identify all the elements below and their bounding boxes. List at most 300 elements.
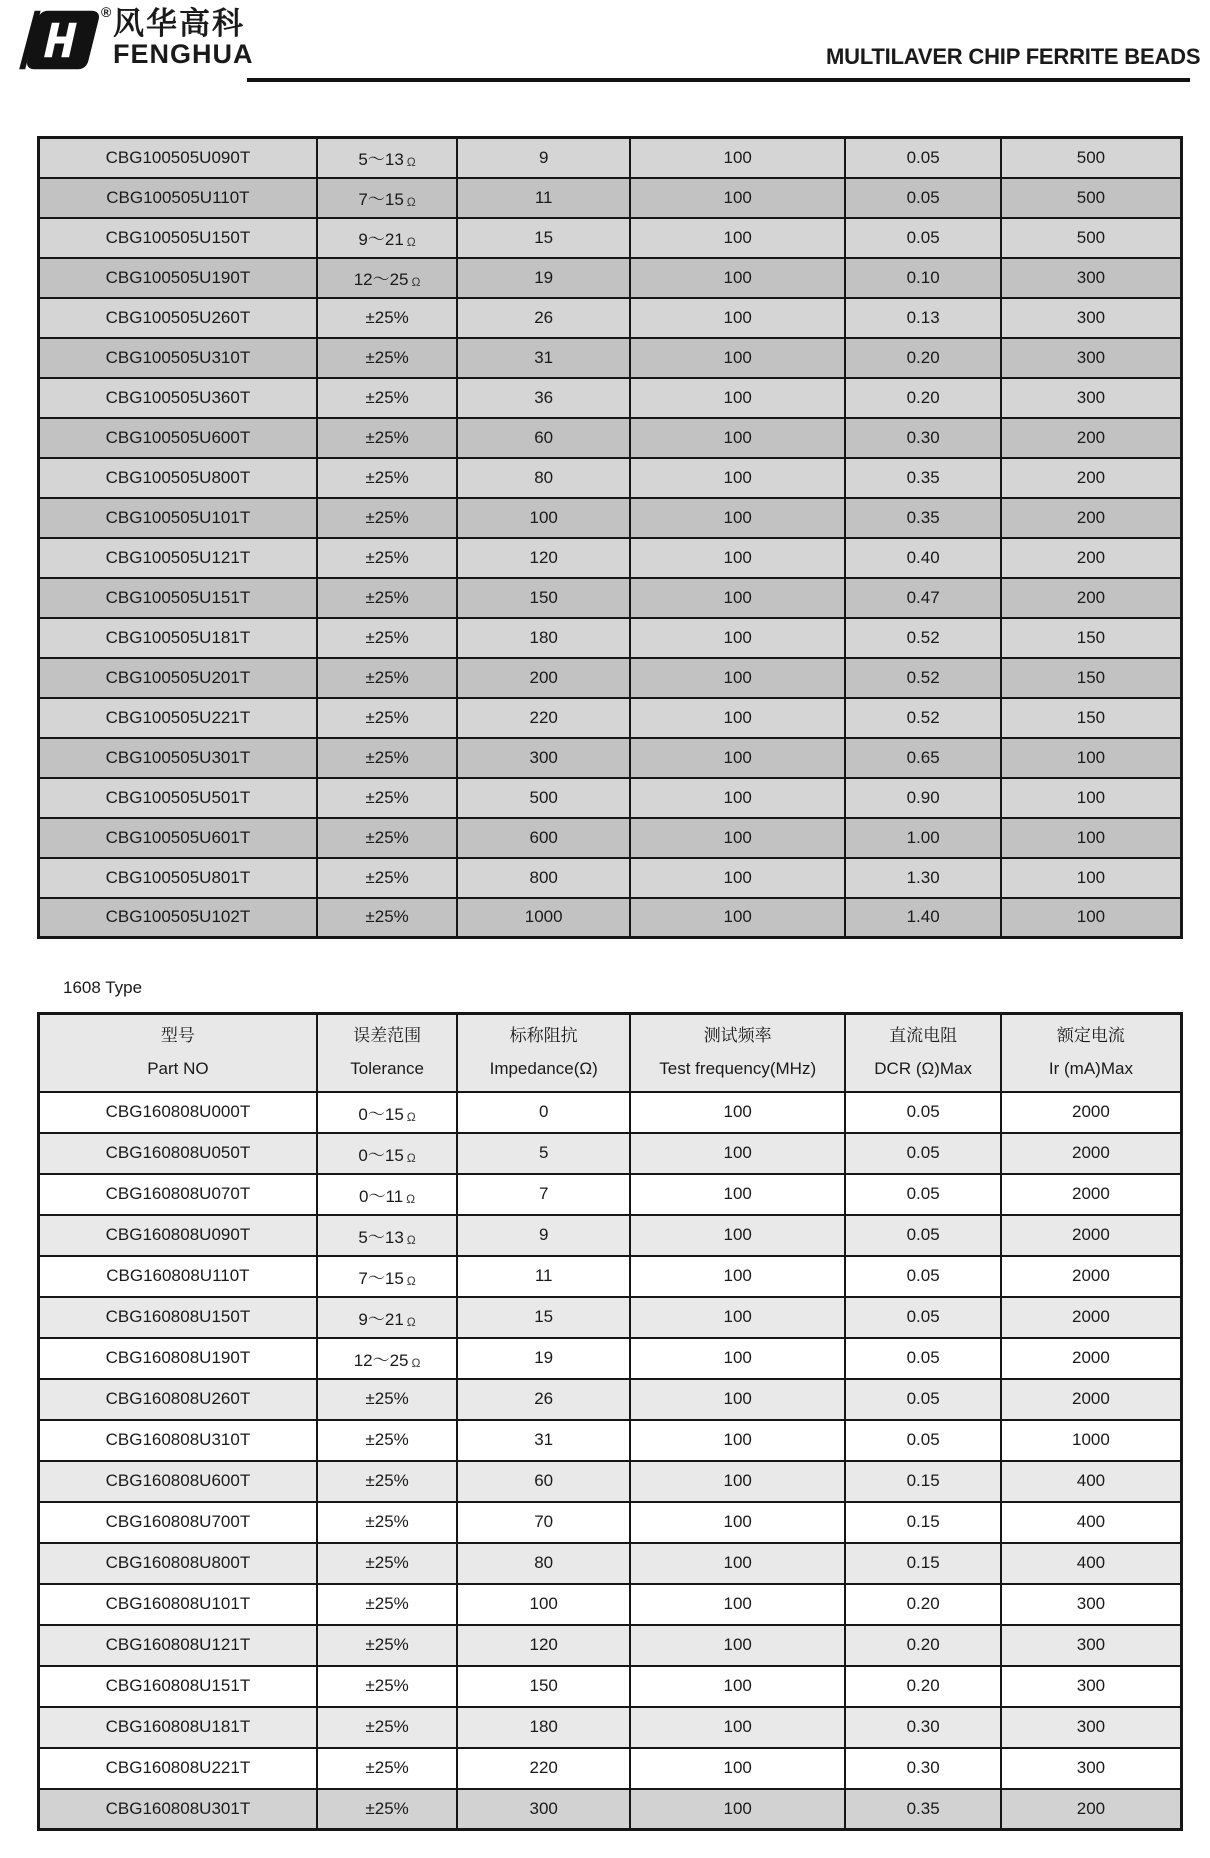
dcr-cell (845, 1338, 1000, 1379)
tolerance-cell (317, 1666, 458, 1707)
ohm-unit: Ω (406, 1191, 416, 1206)
part-no-cell-value: CBG160808U090T (105, 1225, 251, 1244)
dcr-cell (845, 538, 1000, 578)
dcr-cell (845, 698, 1000, 738)
part-no-cell (39, 538, 317, 578)
part-no-cell-value: CBG100505U301T (105, 747, 251, 767)
impedance-cell (457, 898, 630, 938)
tolerance-cell (317, 1461, 458, 1502)
dcr-cell-value: 0.15 (906, 1553, 940, 1572)
part-no-cell (39, 1543, 317, 1584)
column-header (39, 1014, 317, 1092)
test-frequency-cell (630, 658, 845, 698)
part-no-cell-value: CBG100505U601T (105, 827, 251, 847)
ohm-unit: Ω (406, 1273, 416, 1288)
test-frequency-cell-value: 100 (723, 907, 752, 927)
test-frequency-cell-value: 100 (723, 827, 752, 847)
tolerance-cell (317, 578, 458, 618)
impedance-cell (457, 1789, 630, 1830)
tolerance-cell (317, 778, 458, 818)
rated-current-cell-value: 300 (1076, 1594, 1106, 1613)
dcr-cell (845, 378, 1000, 418)
test-frequency-cell (630, 1215, 845, 1256)
rated-current-cell (1001, 1789, 1182, 1830)
impedance-cell (457, 658, 630, 698)
rated-current-cell (1001, 1666, 1182, 1707)
column-header-en: Part NO (147, 1059, 209, 1079)
rated-current-cell-value: 150 (1076, 627, 1106, 647)
ohm-unit: Ω (406, 1150, 416, 1165)
dcr-cell-value: 0.35 (906, 507, 940, 527)
test-frequency-cell (630, 538, 845, 578)
rated-current-cell-value: 100 (1076, 787, 1106, 807)
part-no-cell (39, 258, 317, 298)
tolerance-cell-value: 9～21 (358, 230, 404, 249)
rated-current-cell (1001, 1461, 1182, 1502)
impedance-cell (457, 1256, 630, 1297)
table-row (39, 1174, 1182, 1215)
test-frequency-cell-value: 100 (723, 467, 752, 487)
rated-current-cell (1001, 378, 1182, 418)
dcr-cell-value: 0.15 (906, 1471, 940, 1490)
dcr-cell-value: 0.30 (906, 1758, 940, 1777)
part-no-cell-value: CBG100505U360T (105, 387, 251, 407)
impedance-cell-value: 31 (534, 347, 554, 367)
tolerance-cell (317, 658, 458, 698)
tolerance-cell-value: ±25% (365, 427, 409, 447)
part-no-cell (39, 1379, 317, 1420)
part-no-cell-value: CBG160808U050T (105, 1143, 251, 1162)
dcr-cell-value: 0.05 (906, 1348, 940, 1367)
impedance-cell (457, 1174, 630, 1215)
dcr-cell (845, 1707, 1000, 1748)
impedance-cell (457, 1338, 630, 1379)
impedance-cell-value: 60 (534, 427, 554, 447)
rated-current-cell (1001, 1092, 1182, 1133)
dcr-cell (845, 1174, 1000, 1215)
part-no-cell-value: CBG100505U121T (105, 547, 251, 567)
test-frequency-cell-value: 100 (723, 267, 752, 287)
tolerance-cell-value: ±25% (365, 747, 409, 767)
tolerance-cell (317, 1379, 458, 1420)
tolerance-cell (317, 1584, 458, 1625)
part-no-cell (39, 218, 317, 258)
dcr-cell-value: 0.52 (906, 627, 940, 647)
doc-title: MULTILAVER CHIP FERRITE BEADS (826, 44, 1201, 69)
impedance-cell-value: 800 (529, 867, 558, 887)
rated-current-cell (1001, 1707, 1182, 1748)
tolerance-cell (317, 338, 458, 378)
part-no-cell (39, 1338, 317, 1379)
tolerance-cell-value: 5～13 (358, 1227, 404, 1247)
test-frequency-cell-value: 100 (723, 627, 752, 647)
test-frequency-cell-value: 100 (723, 1389, 752, 1408)
impedance-cell (457, 178, 630, 218)
dcr-cell (845, 138, 1000, 178)
tolerance-cell (317, 1543, 458, 1584)
impedance-cell-value: 15 (534, 1307, 554, 1326)
rated-current-cell-value: 500 (1076, 227, 1106, 247)
tolerance-cell-value: ±25% (365, 307, 409, 327)
dcr-cell-value: 0.05 (906, 1102, 940, 1121)
column-header-cn: 额定电流 (1056, 1025, 1125, 1045)
column-header-en: DCR (Ω)Max (874, 1059, 972, 1079)
tolerance-cell-value: ±25% (365, 1676, 409, 1695)
test-frequency-cell-value: 100 (723, 307, 752, 327)
tolerance-cell (317, 298, 458, 338)
rated-current-cell (1001, 178, 1182, 218)
table-row (39, 298, 1182, 338)
tolerance-cell (317, 1215, 458, 1256)
dcr-cell-value: 1.40 (906, 907, 940, 927)
part-no-cell (39, 1297, 317, 1338)
impedance-cell-value: 200 (529, 667, 558, 687)
table-row (39, 418, 1182, 458)
impedance-cell (457, 778, 630, 818)
part-no-cell-value: CBG100505U110T (106, 187, 250, 207)
rated-current-cell-value: 300 (1076, 267, 1106, 287)
part-no-cell (39, 1133, 317, 1174)
dcr-cell-value: 0.20 (906, 347, 940, 367)
tolerance-cell (317, 418, 458, 458)
rated-current-cell-value: 2000 (1072, 1348, 1110, 1367)
ohm-unit: Ω (406, 1314, 416, 1329)
dcr-cell-value: 0.15 (906, 1512, 940, 1531)
dcr-cell-value: 0.65 (906, 747, 940, 767)
test-frequency-cell (630, 1420, 845, 1461)
impedance-cell (457, 138, 630, 178)
dcr-cell (845, 578, 1000, 618)
tolerance-cell (317, 1297, 458, 1338)
table-row (39, 1297, 1182, 1338)
dcr-cell-value: 1.00 (906, 827, 940, 847)
tolerance-cell-value: 0～11 (359, 1186, 404, 1206)
dcr-cell (845, 498, 1000, 538)
test-frequency-cell (630, 298, 845, 338)
dcr-cell-value: 0.05 (906, 147, 940, 167)
column-header-cn: 标称阻抗 (509, 1025, 578, 1045)
tolerance-cell-value: 0～15 (358, 1145, 404, 1165)
impedance-cell (457, 1666, 630, 1707)
dcr-cell (845, 1133, 1000, 1174)
table-row (39, 1420, 1182, 1461)
impedance-cell-value: 100 (529, 507, 558, 527)
dcr-cell-value: 0.05 (906, 227, 940, 247)
part-no-cell (39, 498, 317, 538)
test-frequency-cell (630, 1174, 845, 1215)
rated-current-cell-value: 100 (1076, 827, 1106, 847)
tolerance-cell (317, 1133, 458, 1174)
tolerance-cell (317, 898, 458, 938)
impedance-cell (457, 1215, 630, 1256)
rated-current-cell-value: 1000 (1072, 1430, 1110, 1449)
test-frequency-cell-value: 100 (723, 1184, 752, 1203)
table-row (39, 1461, 1182, 1502)
part-no-cell-value: CBG160808U600T (105, 1471, 251, 1490)
tolerance-cell (317, 258, 458, 298)
rated-current-cell-value: 500 (1076, 187, 1106, 207)
rated-current-cell-value: 200 (1076, 547, 1106, 567)
impedance-cell (457, 338, 630, 378)
tolerance-cell-value: ±25% (365, 1635, 409, 1654)
tolerance-cell (317, 1256, 458, 1297)
tolerance-cell (317, 458, 458, 498)
rated-current-cell (1001, 1174, 1182, 1215)
rated-current-cell-value: 150 (1076, 667, 1106, 687)
impedance-cell-value: 1000 (524, 907, 563, 927)
rated-current-cell-value: 2000 (1072, 1266, 1110, 1285)
rated-current-cell (1001, 1502, 1182, 1543)
column-header-cn: 直流电阻 (889, 1025, 958, 1045)
test-frequency-cell-value: 100 (723, 1102, 752, 1121)
impedance-cell (457, 258, 630, 298)
ohm-unit: Ω (406, 1232, 416, 1247)
impedance-cell-value: 120 (529, 1635, 558, 1654)
tolerance-cell (317, 498, 458, 538)
part-no-cell (39, 658, 317, 698)
tolerance-cell-value: ±25% (365, 787, 409, 807)
rated-current-cell (1001, 258, 1182, 298)
impedance-cell-value: 31 (534, 1430, 554, 1449)
test-frequency-cell (630, 378, 845, 418)
tolerance-cell-value: ±25% (365, 1512, 409, 1531)
part-no-cell (39, 1092, 317, 1133)
column-header (630, 1014, 845, 1092)
table-row (39, 1338, 1182, 1379)
table-row (39, 538, 1182, 578)
impedance-cell (457, 1420, 630, 1461)
table-row (39, 1092, 1182, 1133)
impedance-cell (457, 818, 630, 858)
impedance-cell (457, 298, 630, 338)
impedance-cell-value: 220 (529, 707, 558, 727)
impedance-cell-value: 26 (534, 1389, 554, 1408)
rated-current-cell-value: 2000 (1072, 1307, 1110, 1326)
dcr-cell-value: 0.40 (906, 547, 940, 567)
part-no-cell (39, 858, 317, 898)
dcr-cell (845, 1543, 1000, 1584)
part-no-cell (39, 298, 317, 338)
rated-current-cell (1001, 1625, 1182, 1666)
table-row (39, 178, 1182, 218)
dcr-cell (845, 1666, 1000, 1707)
dcr-cell (845, 618, 1000, 658)
rated-current-cell-value: 400 (1076, 1553, 1106, 1572)
test-frequency-cell-value: 100 (723, 1553, 752, 1572)
rated-current-cell (1001, 1420, 1182, 1461)
tolerance-cell (317, 1789, 458, 1830)
dcr-cell (845, 658, 1000, 698)
test-frequency-cell (630, 498, 845, 538)
rated-current-cell-value: 2000 (1072, 1143, 1110, 1162)
rated-current-cell (1001, 1379, 1182, 1420)
fenghua-logo-icon (14, 8, 100, 72)
part-no-cell (39, 1420, 317, 1461)
part-no-cell (39, 578, 317, 618)
dcr-cell (845, 1625, 1000, 1666)
rated-current-cell-value: 2000 (1072, 1184, 1110, 1203)
rated-current-cell (1001, 818, 1182, 858)
impedance-cell-value: 120 (529, 547, 558, 567)
test-frequency-cell-value: 100 (723, 547, 752, 567)
dcr-cell (845, 1092, 1000, 1133)
impedance-cell-value: 15 (534, 227, 554, 247)
impedance-cell-value: 19 (534, 267, 554, 287)
test-frequency-cell-value: 100 (723, 707, 752, 727)
impedance-cell-value: 300 (529, 1798, 558, 1818)
impedance-cell (457, 1625, 630, 1666)
part-no-cell-value: CBG160808U800T (105, 1553, 251, 1572)
part-no-cell-value: CBG160808U000T (105, 1102, 251, 1121)
tolerance-cell (317, 858, 458, 898)
rated-current-cell (1001, 498, 1182, 538)
impedance-cell (457, 1502, 630, 1543)
column-header-en: Impedance(Ω) (489, 1059, 598, 1079)
tolerance-cell (317, 1092, 458, 1133)
table-row (39, 138, 1182, 178)
ohm-unit: Ω (411, 275, 421, 289)
dcr-cell (845, 458, 1000, 498)
rated-current-cell (1001, 858, 1182, 898)
tolerance-cell-value: ±25% (365, 1798, 409, 1818)
tolerance-cell-value: ±25% (365, 547, 409, 567)
dcr-cell-value: 0.05 (906, 1225, 940, 1244)
rated-current-cell (1001, 1543, 1182, 1584)
test-frequency-cell-value: 100 (723, 1635, 752, 1654)
test-frequency-cell-value: 100 (723, 1143, 752, 1162)
impedance-cell (457, 378, 630, 418)
test-frequency-cell (630, 1584, 845, 1625)
rated-current-cell (1001, 898, 1182, 938)
impedance-cell-value: 150 (529, 1676, 558, 1695)
rated-current-cell-value: 400 (1076, 1512, 1106, 1531)
rated-current-cell-value: 300 (1076, 1758, 1106, 1777)
test-frequency-cell (630, 1092, 845, 1133)
rated-current-cell (1001, 538, 1182, 578)
dcr-cell-value: 0.20 (906, 1676, 940, 1695)
part-no-cell-value: CBG160808U150T (105, 1307, 251, 1326)
part-no-cell (39, 778, 317, 818)
rated-current-cell-value: 100 (1076, 907, 1106, 927)
dcr-cell (845, 818, 1000, 858)
tolerance-cell (317, 1502, 458, 1543)
brand-name-chinese: 风华高科 (113, 6, 245, 41)
dcr-cell-value: 0.47 (906, 587, 940, 607)
column-header (1001, 1014, 1182, 1092)
rated-current-cell-value: 300 (1076, 347, 1106, 367)
test-frequency-cell-value: 100 (723, 387, 752, 407)
dcr-cell-value: 0.10 (906, 267, 940, 287)
table-row (39, 1215, 1182, 1256)
table-row (39, 818, 1182, 858)
rated-current-cell-value: 500 (1076, 147, 1106, 167)
part-no-cell (39, 338, 317, 378)
part-no-cell (39, 378, 317, 418)
part-no-cell (39, 138, 317, 178)
impedance-cell-value: 36 (534, 387, 554, 407)
dcr-cell-value: 0.20 (906, 1594, 940, 1613)
part-no-cell-value: CBG100505U190T (105, 267, 251, 287)
rated-current-cell (1001, 658, 1182, 698)
impedance-cell (457, 1748, 630, 1789)
test-frequency-cell-value: 100 (723, 1717, 752, 1736)
table-row (39, 1748, 1182, 1789)
rated-current-cell-value: 400 (1076, 1471, 1106, 1490)
tolerance-cell (317, 1338, 458, 1379)
dcr-cell-value: 0.35 (906, 467, 940, 487)
test-frequency-cell-value: 100 (723, 787, 752, 807)
tolerance-cell-value: ±25% (365, 707, 409, 727)
tolerance-cell-value: ±25% (365, 667, 409, 687)
part-no-cell (39, 618, 317, 658)
rated-current-cell-value: 100 (1076, 747, 1106, 767)
rated-current-cell-value: 300 (1076, 1635, 1106, 1654)
impedance-cell (457, 1461, 630, 1502)
rated-current-cell-value: 150 (1076, 707, 1106, 727)
dcr-cell (845, 178, 1000, 218)
test-frequency-cell (630, 178, 845, 218)
table-row (39, 1133, 1182, 1174)
table-row (39, 1707, 1182, 1748)
impedance-cell-value: 5 (538, 1143, 549, 1162)
impedance-cell-value: 180 (529, 627, 558, 647)
test-frequency-cell-value: 100 (723, 867, 752, 887)
test-frequency-cell-value: 100 (723, 1430, 752, 1449)
test-frequency-cell-value: 100 (723, 1225, 752, 1244)
brand-name-english: FENGHUA (113, 39, 254, 69)
rated-current-cell (1001, 738, 1182, 778)
table-row (39, 698, 1182, 738)
test-frequency-cell-value: 100 (723, 1471, 752, 1490)
part-no-cell-value: CBG160808U190T (105, 1348, 251, 1367)
column-header-en: Test frequency(MHz) (659, 1059, 817, 1079)
test-frequency-cell (630, 818, 845, 858)
impedance-cell (457, 1092, 630, 1133)
impedance-cell (457, 418, 630, 458)
part-no-cell-value: CBG100505U181T (105, 627, 251, 647)
test-frequency-cell (630, 338, 845, 378)
tolerance-cell-value: ±25% (365, 467, 409, 487)
table-row (39, 338, 1182, 378)
rated-current-cell-value: 300 (1076, 307, 1106, 327)
test-frequency-cell (630, 778, 845, 818)
part-no-cell-value: CBG100505U150T (105, 227, 251, 247)
tolerance-cell-value: ±25% (365, 1471, 409, 1490)
impedance-cell-value: 11 (534, 1266, 553, 1285)
dcr-cell-value: 1.30 (906, 867, 940, 887)
tolerance-cell-value: ±25% (365, 387, 409, 407)
part-no-cell-value: CBG160808U310T (105, 1430, 251, 1449)
table-header-row (39, 1014, 1182, 1092)
table-row (39, 1666, 1182, 1707)
tolerance-cell-value: ±25% (365, 1430, 409, 1449)
dcr-cell (845, 1584, 1000, 1625)
tolerance-cell-value: ±25% (365, 1389, 409, 1408)
table-row (39, 858, 1182, 898)
part-no-cell (39, 818, 317, 858)
impedance-cell (457, 1584, 630, 1625)
impedance-cell-value: 11 (534, 187, 553, 207)
impedance-cell-value: 60 (534, 1471, 554, 1490)
impedance-cell (457, 1707, 630, 1748)
tolerance-cell-value: ±25% (365, 827, 409, 847)
test-frequency-cell (630, 578, 845, 618)
part-no-cell (39, 178, 317, 218)
part-no-cell-value: CBG160808U101T (105, 1594, 251, 1613)
dcr-cell (845, 1256, 1000, 1297)
rated-current-cell (1001, 1584, 1182, 1625)
impedance-cell (457, 498, 630, 538)
